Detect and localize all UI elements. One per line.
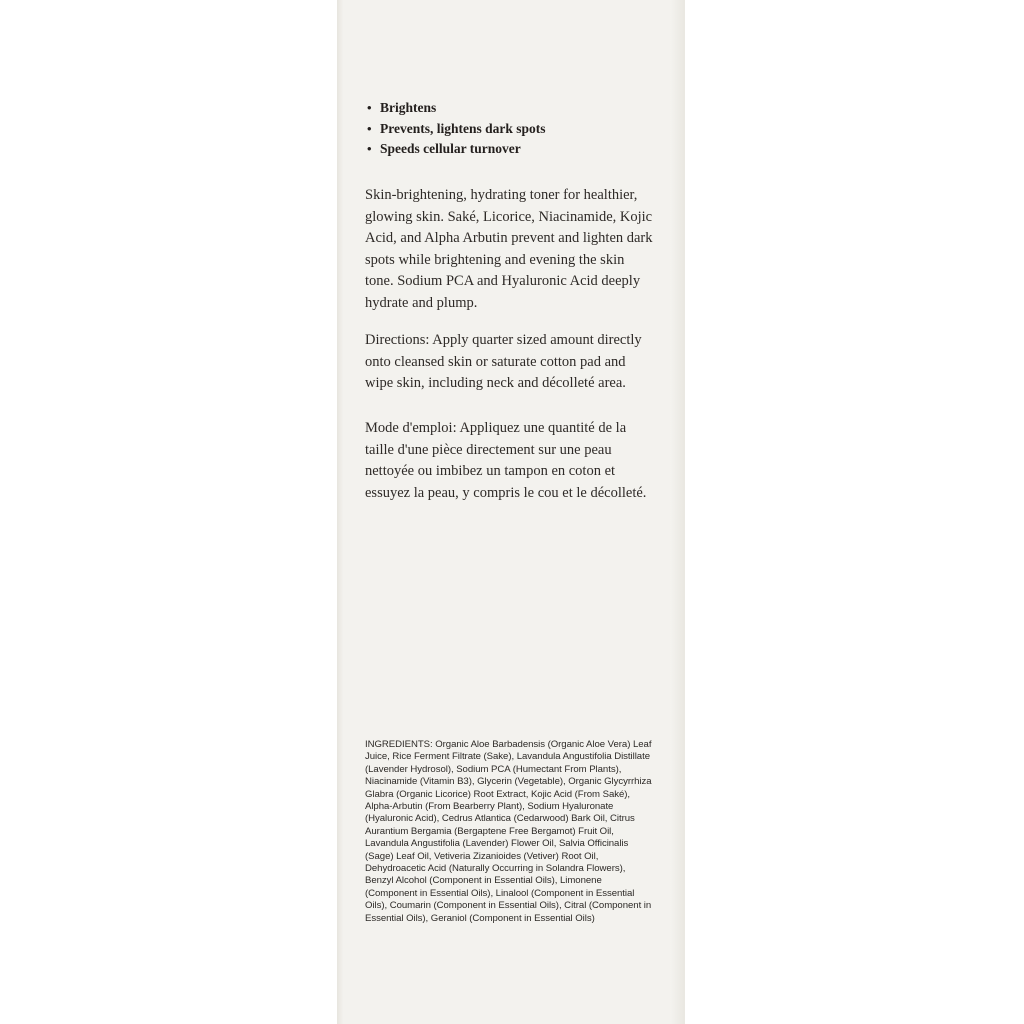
package-left-edge xyxy=(337,0,344,1024)
package-right-edge xyxy=(670,0,685,1024)
ingredients-list: INGREDIENTS: Organic Aloe Barbadensis (Organic Aloe Vera) Leaf Juice, Rice Ferment Filtrate (Sake), Lavandula Angustifolia Distillate (Lavender Hydrosol), Sodium PCA (Humectant From Plants), Niacinamide (Vitamin B3), Glycerin (Vegetable), Organic Glycyrrhiza Glabra (Organic Licorice) Root Extract, Kojic Acid (From Saké), Alpha-Arbutin (From Bearberry Plant), Sodium Hyaluronate (Hyaluronic Acid), Cedrus Atlantica (Cedarwood) Bark Oil, Citrus Aurantium Bergamia (Bergaptene Free Bergamot) Fruit Oil, Lavandula Angustifolia (Lavender) Flower Oil, Salvia Officinalis (Sage) Leaf Oil, Vetiveria Zizanioides (Vetiver) Root Oil, Dehydroacetic Acid (Naturally Occurring in Solandra Flowers), Benzyl Alcohol (Component in Essential Oils), Limonene (Component in Essential Oils), Linalool (Component in Essential Oils), Coumarin (Component in Essential Oils), Citral (Component in Essential Oils), Geraniol (Component in Essential Oils) xyxy=(365,739,652,924)
list-item: • Speeds cellular turnover xyxy=(365,139,660,160)
list-item: • Brightens xyxy=(365,98,660,119)
directions-text-french: Mode d'emploi: Appliquez une quantité de la taille d'une pièce directement sur une peau nettoyée ou imbibez un tampon en coton et essuyez la peau, y compris le cou et le décolleté. xyxy=(365,420,647,501)
list-item: • Prevents, lightens dark spots xyxy=(365,119,660,140)
directions-text: Directions: Apply quarter sized amount directly onto cleansed skin or saturate cotton pad and wipe skin, including neck and décolleté area. xyxy=(365,332,642,391)
panel-content xyxy=(365,0,660,1024)
benefits-list xyxy=(365,98,660,160)
product-description: Skin-brightening, hydrating toner for healthier, glowing skin. Saké, Licorice, Niacinamide, Kojic Acid, and Alpha Arbutin prevent and lighten dark spots while brightening and evening the skin tone. Sodium PCA and Hyaluronic Acid deeply hydrate and plump. xyxy=(365,187,653,311)
